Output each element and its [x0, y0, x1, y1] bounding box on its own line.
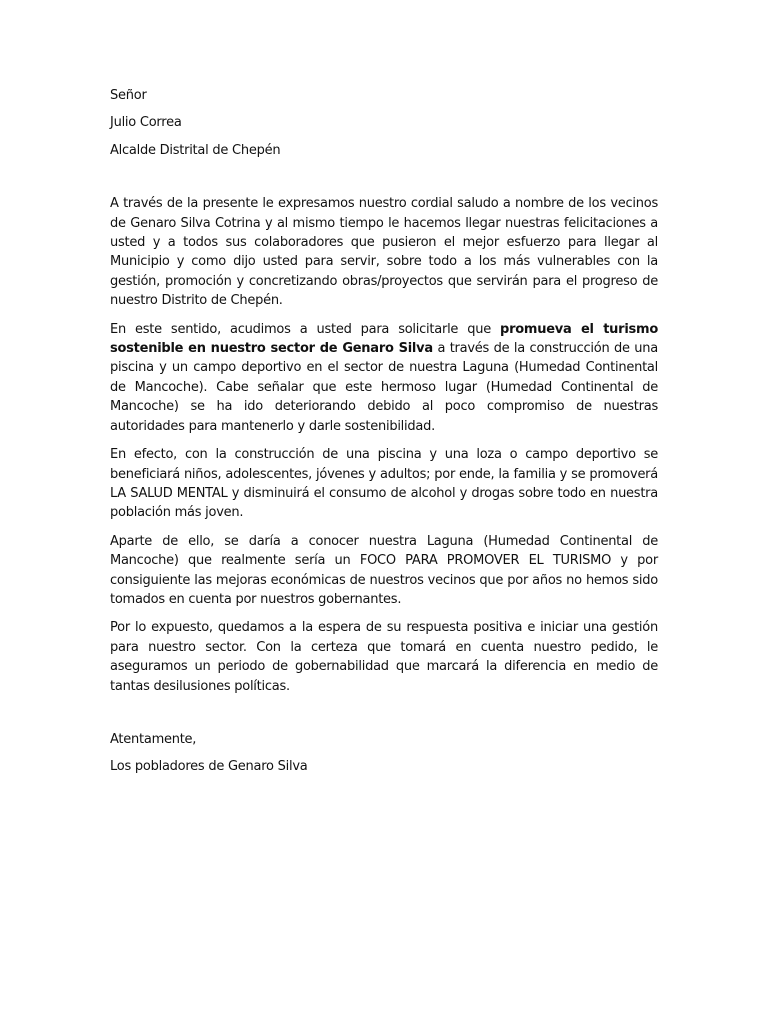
paragraph-greeting — [110, 194, 658, 310]
recipient-title: Alcalde Distrital de Chepén — [110, 142, 281, 158]
closing-valediction: Atentamente, — [110, 731, 197, 747]
paragraph-request — [110, 320, 658, 436]
paragraph-emphasis: promueva el turismo sostenible en nuestro sector de Genaro Silva — [110, 321, 659, 357]
paragraph-text: A través de la presente le expresamos nuestro cordial saludo a nombre de los vecinos de Genaro Silva Cotrina y al mismo tiempo le hacemos llegar nuestras felicitaciones a usted y a todos sus colaboradores que pusieron el mejor esfuerzo para llegar al Municipio y como dijo usted para servir, sobre todo a los más vulnerables con la gestión, promoción y concretizando obras/proyectos que servirán para el progreso de nuestro Distrito de Chepén. — [110, 196, 658, 309]
paragraph-tourism — [110, 532, 658, 610]
closing-signature: Los pobladores de Genaro Silva — [110, 759, 308, 775]
letter-paragraphs — [110, 194, 658, 696]
paragraph-conclusion — [110, 618, 658, 696]
paragraph-benefits — [110, 445, 658, 523]
paragraph-text: En este sentido, acudimos a usted para solicitarle que — [110, 321, 501, 337]
paragraph-text: a través de la construcción de una piscina y un campo deportivo en el sector de nuestra Laguna (Humedad Continental de Mancoche). Cabe señalar que este hermoso lugar (Humedad Continental de Mancoche) se ha ido deteriorando debido al poco compromiso de nuestras autoridades para mantenerlo y darle sostenibilidad. — [110, 341, 658, 434]
recipient-salutation: Señor — [110, 88, 147, 103]
paragraph-text: Aparte de ello, se daría a conocer nuestra Laguna (Humedad Continental de Mancoche) que realmente sería un FOCO PARA PROMOVER EL TURISMO y por consiguiente las mejoras económicas de nuestros vecinos que por años no hemos sido tomados en cuenta por nuestros gobernantes. — [110, 533, 658, 607]
recipient-block — [110, 86, 658, 160]
paragraph-text: En efecto, con la construcción de una piscina y una loza o campo deportivo se beneficiará niños, adolescentes, jóvenes y adultos; por ende, la familia y se promoverá LA SALUD MENTAL y disminuirá el consumo de alcohol y drogas sobre todo en nuestra población más joven. — [110, 447, 658, 521]
recipient-name: Julio Correa — [110, 115, 182, 131]
paragraph-text: Por lo expuesto, quedamos a la espera de su respuesta positiva e iniciar una gestión para nuestro sector. Con la certeza que tomará en cuenta nuestro pedido, le aseguramos un periodo de gobernabilidad que marcará la diferencia en medio de tantas desilusiones políticas. — [110, 620, 658, 694]
letter-body — [110, 86, 658, 785]
closing-block — [110, 730, 658, 777]
